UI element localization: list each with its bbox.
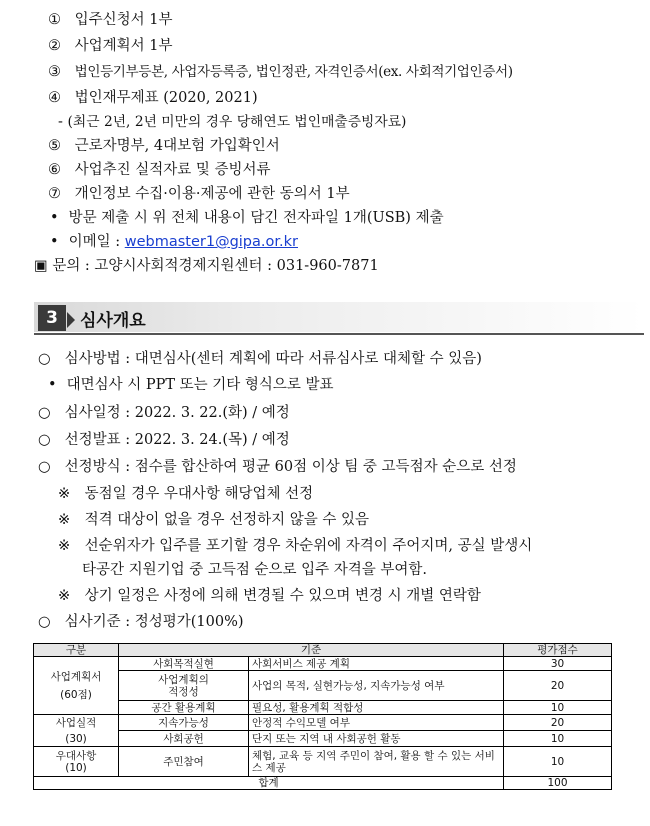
review-criteria: ○ 심사기준 : 정성평가(100%) xyxy=(38,614,244,630)
list-item-6: ⑥ 사업추진 실적자료 및 증빙서류 xyxy=(48,162,271,178)
review-selection: ○ 선정방식 : 점수를 합산하여 평균 60점 이상 팀 중 고득점자 순으로 선정 xyxy=(38,459,517,475)
evaluation-table xyxy=(33,643,612,790)
list-item-4: ④ 법인재무제표 (2020, 2021) xyxy=(48,90,258,106)
table-row: 사업계획서 (60점) 사회목적실현 사회서비스 제공 계획 30 xyxy=(34,657,612,671)
list-item-1: ① 입주신청서 1부 xyxy=(48,12,173,28)
section-divider xyxy=(34,333,644,335)
section-title: 심사개요 xyxy=(80,311,146,331)
section-arrow-icon xyxy=(67,312,75,328)
header-criteria: 기준 xyxy=(119,644,504,657)
group-business-plan: 사업계획서 (60점) xyxy=(34,657,119,715)
list-item-7: ⑦ 개인정보 수집·이용·제공에 관한 동의서 1부 xyxy=(48,186,350,202)
table-row: 사회공헌 단지 또는 지역 내 사회공헌 활동 10 xyxy=(34,731,612,747)
table-header-row xyxy=(34,644,612,657)
section-number: 3 xyxy=(38,305,66,331)
review-schedule: ○ 심사일정 : 2022. 3. 22.(화) / 예정 xyxy=(38,405,290,421)
note-schedule-change: ※ 상기 일정은 사정에 의해 변경될 수 있으며 변경 시 개별 연락함 xyxy=(58,588,481,604)
table-row: 사업실적 (30) 지속가능성 안정적 수익모델 여부 20 xyxy=(34,715,612,731)
list-item-2: ② 사업계획서 1부 xyxy=(48,38,173,54)
header-score: 평가점수 xyxy=(504,644,612,657)
list-item-3: ③ 법인등기부등본, 사업자등록증, 법인정관, 자격인증서(ex. 사회적기업인증서) xyxy=(48,64,513,80)
contact-line: ▣ 문의 : 고양시사회적경제지원센터 : 031-960-7871 xyxy=(34,258,379,274)
note-no-eligible: ※ 적격 대상이 없을 경우 선정하지 않을 수 있음 xyxy=(58,512,369,528)
usb-note: • 방문 제출 시 위 전체 내용이 담긴 전자파일 1개(USB) 제출 xyxy=(50,210,444,226)
table-row: 공간 활용계획 필요성, 활용계획 적합성 10 xyxy=(34,701,612,715)
review-method: ○ 심사방법 : 대면심사(센터 계획에 따라 서류심사로 대체할 수 있음) xyxy=(38,351,482,367)
note-forfeit: ※ 선순위자가 입주를 포기할 경우 차순위에 자격이 주어지며, 공실 발생시 xyxy=(58,538,533,554)
note-tie: ※ 동점일 경우 우대사항 해당업체 선정 xyxy=(58,486,314,502)
contact-square-icon: ▣ xyxy=(34,258,48,274)
list-item-4-note: - (최근 2년, 2년 미만의 경우 당해연도 법인매출증빙자료) xyxy=(58,114,407,130)
group-preference: 우대사항 (10) xyxy=(34,747,119,777)
table-total-row: 합계 100 xyxy=(34,777,612,790)
review-announcement: ○ 선정발표 : 2022. 3. 24.(목) / 예정 xyxy=(38,432,290,448)
section-header xyxy=(34,302,644,336)
note-forfeit-cont: 타공간 지원기업 중 고득점 순으로 입주 자격을 부여함. xyxy=(82,562,428,578)
table-row: 사업계획의 적정성 사업의 목적, 실현가능성, 지속가능성 여부 20 xyxy=(34,671,612,701)
email-link[interactable]: webmaster1@gipa.or.kr xyxy=(124,234,298,250)
review-method-note: • 대면심사 시 PPT 또는 기타 형식으로 발표 xyxy=(48,377,334,393)
header-category: 구분 xyxy=(34,644,119,657)
list-item-5: ⑤ 근로자명부, 4대보험 가입확인서 xyxy=(48,138,280,154)
group-performance: 사업실적 (30) xyxy=(34,715,119,747)
email-line: • 이메일 : webmaster1@gipa.or.kr xyxy=(50,234,298,250)
table-row: 우대사항 (10) 주민참여 체험, 교육 등 지역 주민이 참여, 활용 할 수 있는 서비스 제공 10 xyxy=(34,747,612,777)
